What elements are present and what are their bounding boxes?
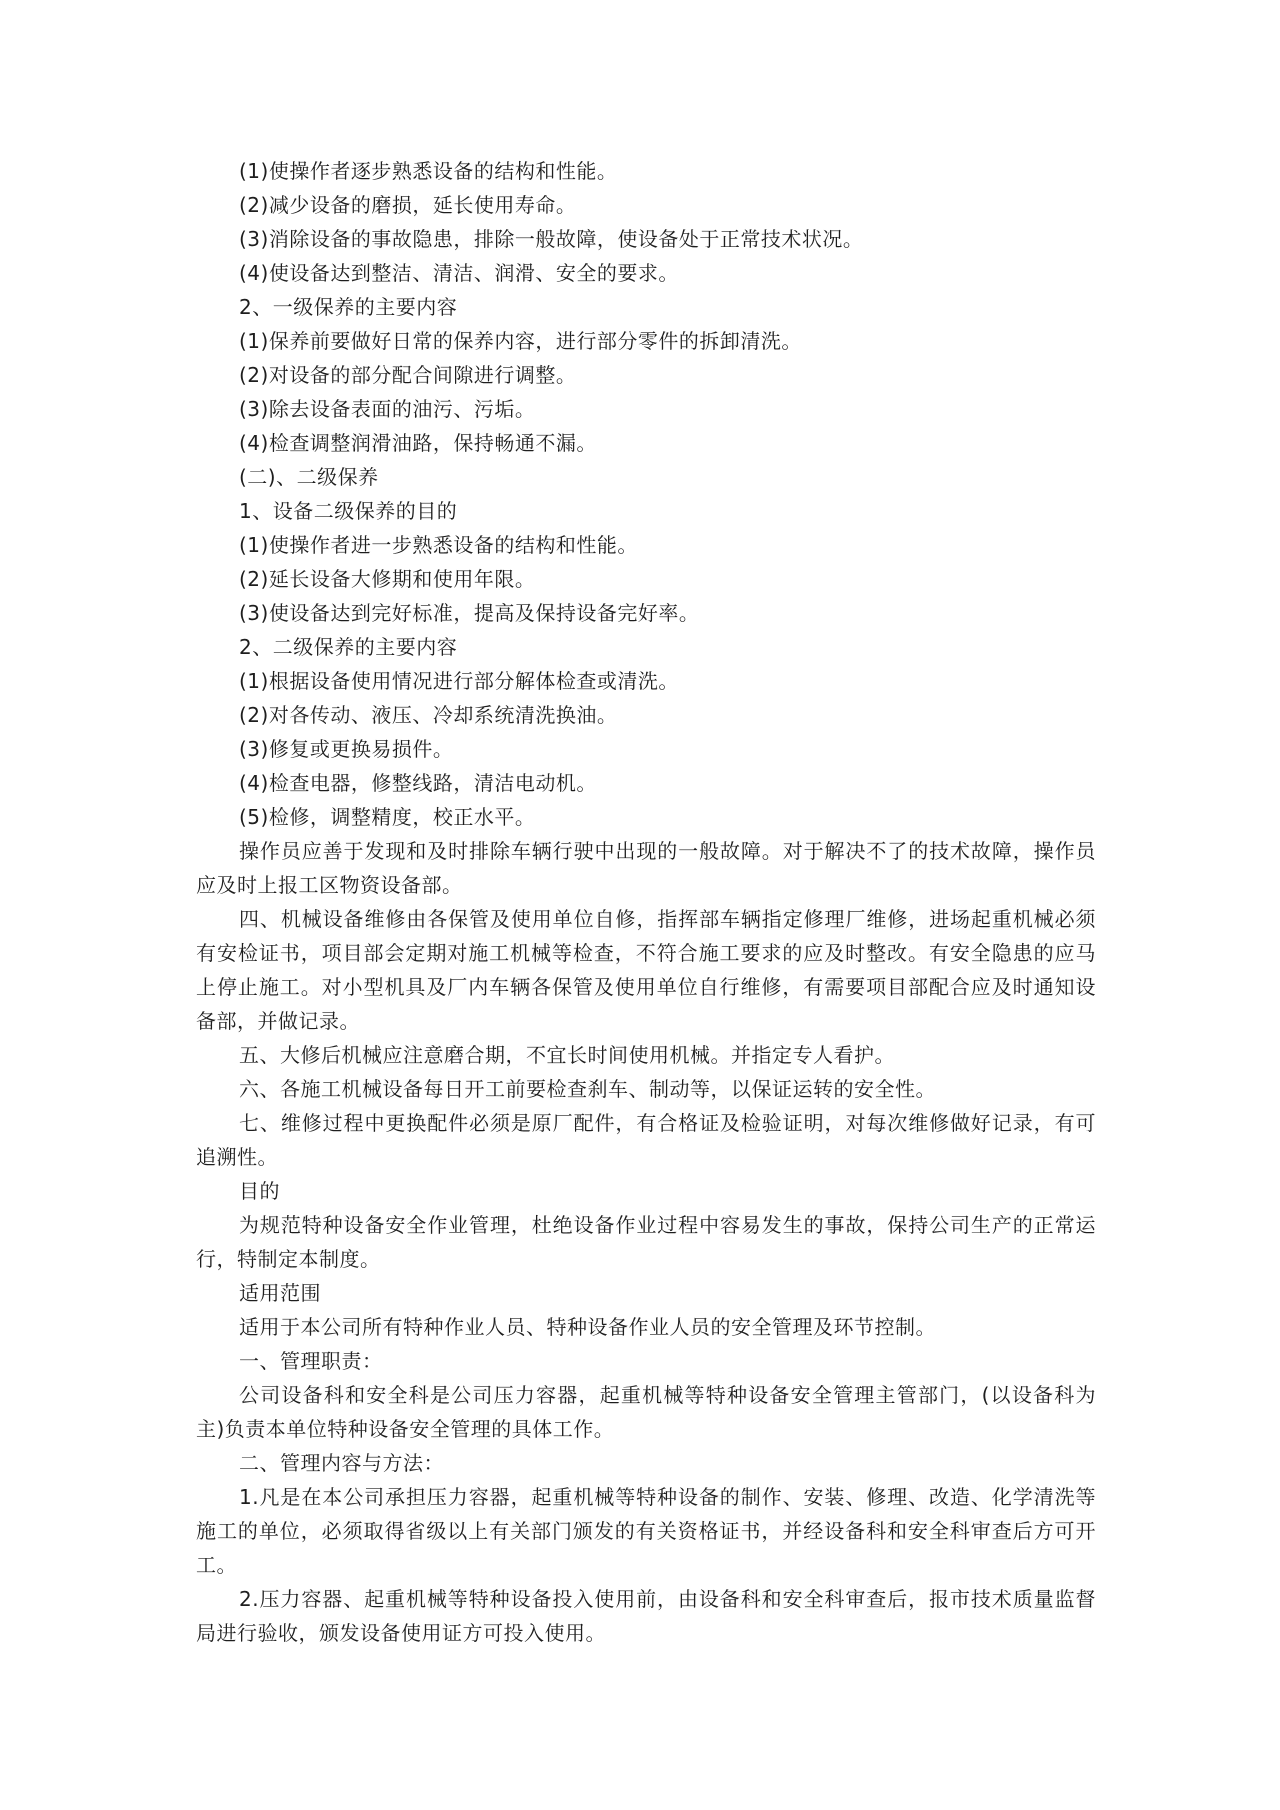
- list-item: (3)除去设备表面的油污、污垢。: [239, 397, 536, 421]
- section-heading: 适用范围: [239, 1281, 321, 1305]
- section-heading: 2、一级保养的主要内容: [239, 295, 458, 319]
- list-item: (4)检查调整润滑油路，保持畅通不漏。: [239, 431, 597, 455]
- list-item: (2)对各传动、液压、冷却系统清洗换油。: [239, 703, 618, 727]
- section-heading: 1、设备二级保养的目的: [239, 499, 458, 523]
- list-item: (3)消除设备的事故隐患，排除一般故障，使设备处于正常技术状况。: [239, 227, 864, 251]
- paragraph: 五、大修后机械应注意磨合期，不宜长时间使用机械。并指定专人看护。: [239, 1043, 895, 1067]
- list-item: (1)使操作者逐步熟悉设备的结构和性能。: [239, 159, 618, 183]
- paragraph: 2.压力容器、起重机械等特种设备投入使用前，由设备科和安全科审查后，报市技术质量监督局进行验收，颁发设备使用证方可投入使用。: [196, 1587, 1096, 1645]
- list-item: (3)修复或更换易损件。: [239, 737, 454, 761]
- list-item: (4)使设备达到整洁、清洁、润滑、安全的要求。: [239, 261, 679, 285]
- list-item: (2)对设备的部分配合间隙进行调整。: [239, 363, 577, 387]
- paragraph: 六、各施工机械设备每日开工前要检查刹车、制动等，以保证运转的安全性。: [239, 1077, 936, 1101]
- paragraph: 1.凡是在本公司承担压力容器，起重机械等特种设备的制作、安装、修理、改造、化学清洗等施工的单位，必须取得省级以上有关部门颁发的有关资格证书，并经设备科和安全科审查后方可开工。: [196, 1485, 1096, 1577]
- paragraph: 为规范特种设备安全作业管理，杜绝设备作业过程中容易发生的事故，保持公司生产的正常运行，特制定本制度。: [196, 1213, 1096, 1271]
- list-item: (4)检查电器，修整线路，清洁电动机。: [239, 771, 597, 795]
- list-item: (3)使设备达到完好标准，提高及保持设备完好率。: [239, 601, 700, 625]
- document-body: [196, 154, 1096, 1650]
- paragraph: 公司设备科和安全科是公司压力容器，起重机械等特种设备安全管理主管部门，(以设备科为主)负责本单位特种设备安全管理的具体工作。: [196, 1383, 1096, 1441]
- list-item: (1)根据设备使用情况进行部分解体检查或清洗。: [239, 669, 679, 693]
- section-heading: (二)、二级保养: [239, 465, 379, 489]
- section-heading: 2、二级保养的主要内容: [239, 635, 458, 659]
- paragraph: 适用于本公司所有特种作业人员、特种设备作业人员的安全管理及环节控制。: [239, 1315, 936, 1339]
- section-heading: 一、管理职责：: [239, 1349, 383, 1373]
- list-item: (1)保养前要做好日常的保养内容，进行部分零件的拆卸清洗。: [239, 329, 802, 353]
- paragraph: 四、机械设备维修由各保管及使用单位自修，指挥部车辆指定修理厂维修，进场起重机械必须有安检证书，项目部会定期对施工机械等检查，不符合施工要求的应及时整改。有安全隐患的应马上停止施工。对小型机具及厂内车辆各保管及使用单位自行维修，有需要项目部配合应及时通知设备部，并做记录。: [196, 907, 1096, 1033]
- paragraph: 七、维修过程中更换配件必须是原厂配件，有合格证及检验证明，对每次维修做好记录，有可追溯性。: [196, 1111, 1096, 1169]
- section-heading: 目的: [239, 1179, 280, 1203]
- paragraph: 操作员应善于发现和及时排除车辆行驶中出现的一般故障。对于解决不了的技术故障，操作员应及时上报工区物资设备部。: [196, 839, 1096, 897]
- list-item: (5)检修，调整精度，校正水平。: [239, 805, 536, 829]
- list-item: (2)延长设备大修期和使用年限。: [239, 567, 536, 591]
- list-item: (2)减少设备的磨损，延长使用寿命。: [239, 193, 577, 217]
- list-item: (1)使操作者进一步熟悉设备的结构和性能。: [239, 533, 638, 557]
- section-heading: 二、管理内容与方法：: [239, 1451, 444, 1475]
